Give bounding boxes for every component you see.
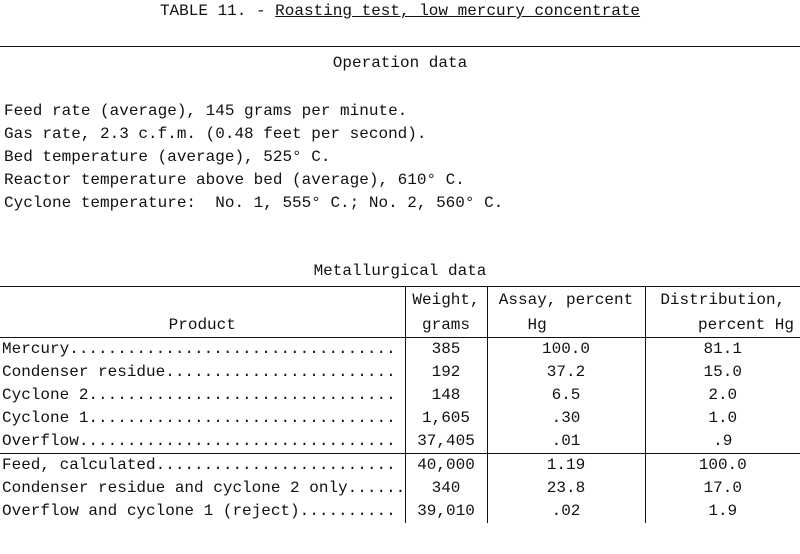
distribution-cell: .9 <box>645 430 800 454</box>
operation-line: Reactor temperature above bed (average), 610° C. <box>4 171 465 189</box>
weight-cell: 340 <box>405 477 487 500</box>
table-row <box>0 361 800 384</box>
distribution-cell: 2.0 <box>645 384 800 407</box>
assay-header-line1: Assay, percent <box>487 287 645 314</box>
operation-line: Feed rate (average), 145 grams per minute. <box>4 102 408 120</box>
header-row-2 <box>0 313 800 338</box>
distribution-cell: 81.1 <box>645 338 800 362</box>
table-title <box>0 2 800 20</box>
assay-cell: 1.19 <box>487 454 645 478</box>
operation-line: Gas rate, 2.3 c.f.m. (0.48 feet per second). <box>4 125 427 143</box>
product-header: Product <box>0 313 405 338</box>
table-number: TABLE 11. - <box>159 2 276 20</box>
table-row <box>0 407 800 430</box>
product-cell: Overflow and cyclone 1 (reject).......... <box>2 502 396 520</box>
weight-cell: 1,605 <box>405 407 487 430</box>
table-row <box>0 338 800 362</box>
header-row-1 <box>0 287 800 314</box>
assay-cell: 6.5 <box>487 384 645 407</box>
table-row <box>0 430 800 454</box>
weight-cell: 37,405 <box>405 430 487 454</box>
operation-line: Bed temperature (average), 525° C. <box>4 148 331 166</box>
distribution-cell: 100.0 <box>645 454 800 478</box>
product-cell: Condenser residue and cyclone 2 only...... <box>2 479 405 497</box>
weight-cell: 385 <box>405 338 487 362</box>
weight-cell: 148 <box>405 384 487 407</box>
top-rule <box>0 46 800 47</box>
distribution-cell: 1.9 <box>645 500 800 523</box>
distribution-cell: 15.0 <box>645 361 800 384</box>
operation-line: Cyclone temperature: No. 1, 555° C.; No. 2, 560° C. <box>4 194 504 212</box>
distribution-cell: 1.0 <box>645 407 800 430</box>
table-row <box>0 454 800 478</box>
weight-cell: 39,010 <box>405 500 487 523</box>
assay-cell: .01 <box>487 430 645 454</box>
distribution-cell: 17.0 <box>645 477 800 500</box>
operation-data-list <box>4 100 503 215</box>
weight-cell: 192 <box>405 361 487 384</box>
assay-cell: .30 <box>487 407 645 430</box>
table-row <box>0 500 800 523</box>
assay-cell: .02 <box>487 500 645 523</box>
metallurgical-data-heading: Metallurgical data <box>313 262 487 280</box>
distribution-header-line2: percent Hg <box>645 313 800 338</box>
product-cell: Condenser residue........................ <box>2 363 396 381</box>
weight-header-line2: grams <box>405 313 487 338</box>
weight-header-line1: Weight, <box>405 287 487 314</box>
assay-header-line2: Hg <box>487 313 645 338</box>
table-row <box>0 384 800 407</box>
weight-cell: 40,000 <box>405 454 487 478</box>
assay-cell: 37.2 <box>487 361 645 384</box>
metallurgical-data-table <box>0 286 800 523</box>
product-cell: Cyclone 2................................ <box>2 386 396 404</box>
assay-cell: 23.8 <box>487 477 645 500</box>
product-cell: Cyclone 1................................ <box>2 409 396 427</box>
product-cell: Mercury.................................. <box>2 340 396 358</box>
product-cell: Overflow................................. <box>2 432 396 450</box>
product-cell: Feed, calculated......................... <box>0 454 405 478</box>
table-caption: Roasting test, low mercury concentrate <box>275 2 641 20</box>
assay-cell: 100.0 <box>487 338 645 362</box>
table-row <box>0 477 800 500</box>
operation-data-heading: Operation data <box>332 54 468 72</box>
distribution-header-line1: Distribution, <box>645 287 800 314</box>
